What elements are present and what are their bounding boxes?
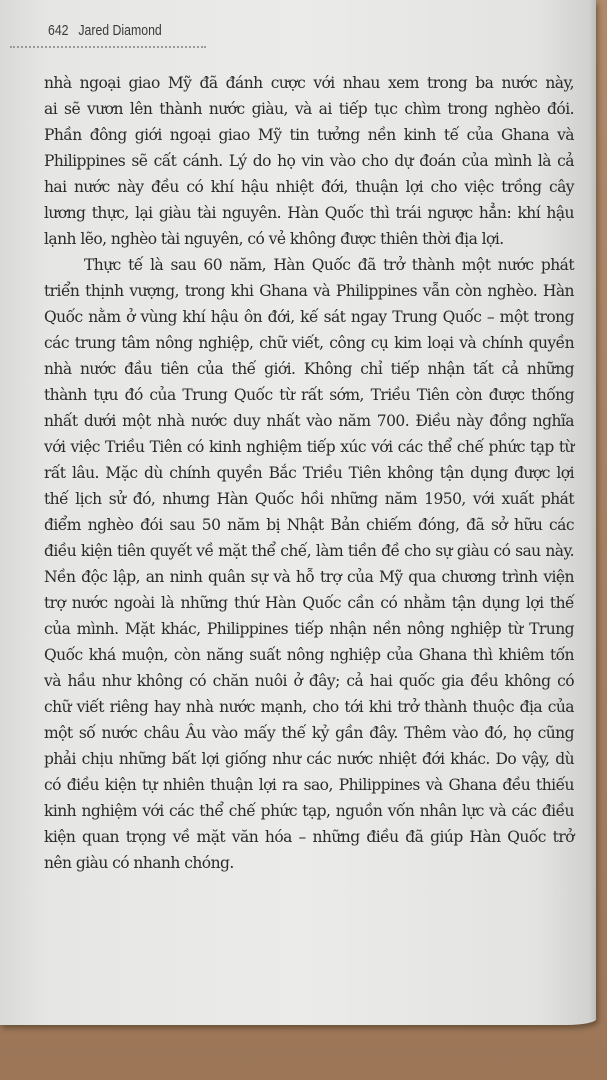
text-line: lương thực, lại giàu tài nguyên. Hàn Quốc thì trái ngược hẳn: khí hậu [44, 204, 574, 222]
text-line: thành tựu đó của Trung Quốc từ rất sớm, Triều Tiên còn được thống [44, 386, 574, 404]
text-line: điểm nghèo đói sau 50 năm bị Nhật Bản chiếm đóng, đã sở hữu các [44, 516, 574, 534]
text-line: nhà ngoại giao Mỹ đã đánh cược với nhau xem trong ba nước này, [44, 74, 574, 92]
text-line: trợ nước ngoài là những thứ Hàn Quốc cần có nhằm tận dụng lợi thế [44, 594, 574, 612]
text-line: và hầu như không có chăn nuôi ở đây; cả hai quốc gia đều không có [44, 672, 574, 690]
text-line: kiện quan trọng về mặt văn hóa – những điều đã giúp Hàn Quốc trở [44, 828, 574, 846]
author-name: Jared Diamond [78, 22, 162, 39]
text-line: nên giàu có nhanh chóng. [44, 854, 234, 872]
page-number: 642 [48, 22, 69, 39]
paragraph [44, 252, 574, 876]
header-divider [10, 46, 206, 48]
text-line: hai nước này đều có khí hậu nhiệt đới, thuận lợi cho việc trồng cây [44, 178, 574, 196]
text-line: Philippines sẽ cất cánh. Lý do họ vin vào cho dự đoán của mình là cả [44, 152, 574, 170]
text-line: nhất dưới một nhà nước duy nhất vào năm 700. Điều này đồng nghĩa [44, 412, 574, 430]
text-line: một số nước châu Âu vào mấy thế kỷ gần đây. Thêm vào đó, họ cũng [44, 724, 574, 742]
text-line: với việc Triều Tiên có kinh nghiệm tiếp xúc với các thể chế phức tạp từ [44, 438, 574, 456]
page-edge [588, 0, 596, 1020]
text-line: rất lâu. Mặc dù chính quyền Bắc Triều Tiên không tận dụng được lợi [44, 464, 574, 482]
text-line: ai sẽ vươn lên thành nước giàu, và ai tiếp tục chìm trong nghèo đói. [44, 100, 574, 118]
body-text [44, 70, 574, 876]
text-line: kinh nghiệm với các thể chế phức tạp, nguồn vốn nhân lực và các điều [44, 802, 574, 820]
text-line: Thực tế là sau 60 năm, Hàn Quốc đã trở thành một nước phát [84, 256, 574, 274]
paragraph [44, 70, 574, 252]
text-line: các trung tâm nông nghiệp, chữ viết, công cụ kim loại và chính quyền [44, 334, 574, 352]
text-line: triển thịnh vượng, trong khi Ghana và Philippines vẫn còn nghèo. Hàn [44, 282, 574, 300]
text-line: Nền độc lập, an ninh quân sự và hỗ trợ của Mỹ qua chương trình viện [44, 568, 574, 586]
text-line: nhà nước đầu tiên của thế giới. Không chỉ tiếp nhận tất cả những [44, 360, 574, 378]
text-line: có điều kiện tự nhiên thuận lợi ra sao, Philippines và Ghana đều thiếu [44, 776, 574, 794]
text-line: chữ viết riêng hay nhà nước mạnh, cho tới khi trở thành thuộc địa của [44, 698, 574, 716]
text-line: thế lịch sử đó, nhưng Hàn Quốc hồi những năm 1950, với xuất phát [44, 490, 574, 508]
text-line: Quốc khá muộn, còn năng suất nông nghiệp của Ghana thì khiêm tốn [44, 646, 574, 664]
text-line: lạnh lẽo, nghèo tài nguyên, có vẻ không được thiên thời địa lợi. [44, 230, 504, 248]
text-line: phải chịu những bất lợi giống như các nước nhiệt đới khác. Do vậy, dù [44, 750, 574, 768]
text-line: Phần đông giới ngoại giao Mỹ tin tưởng nền kinh tế của Ghana và [44, 126, 574, 144]
running-header [48, 22, 162, 39]
text-line: Quốc nằm ở vùng khí hậu ôn đới, kế sát ngay Trung Quốc – một trong [44, 308, 574, 326]
text-line: của mình. Mặt khác, Philippines tiếp nhận nền nông nghiệp từ Trung [44, 620, 574, 638]
text-line: điều kiện tiên quyết về mặt thể chế, làm tiền đề cho sự giàu có sau này. [44, 542, 574, 560]
